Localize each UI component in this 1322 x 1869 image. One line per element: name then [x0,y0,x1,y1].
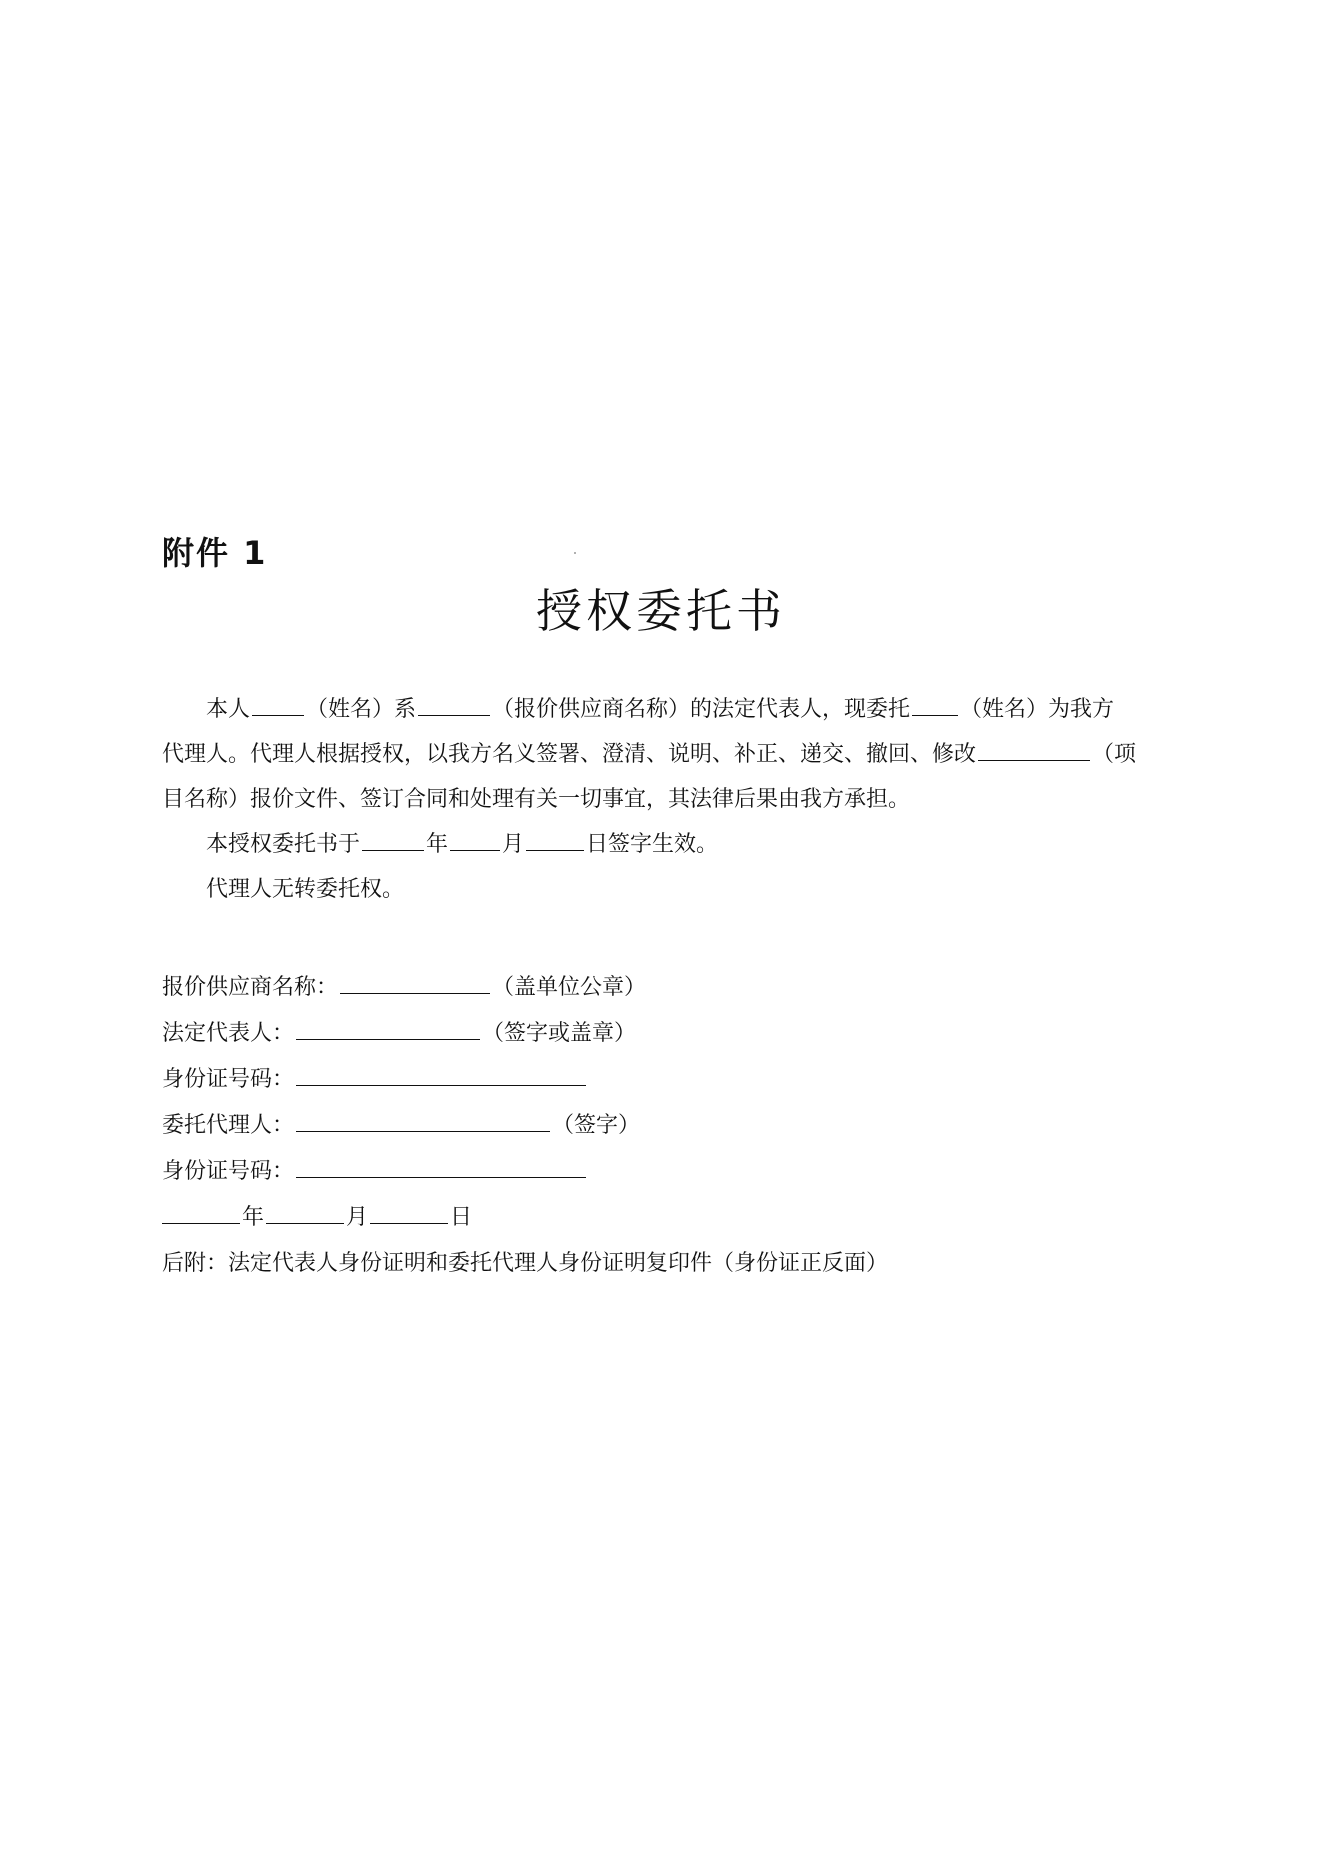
day-blank[interactable] [526,826,584,851]
project-name-blank[interactable] [978,736,1090,761]
paragraph3: 代理人无转委托权。 [206,877,405,902]
text-segment: 代理人。代理人根据授权，以我方名义签署、澄清、说明、补正、递交、撤回、修改 [162,742,977,767]
text-segment: （姓名）系 [306,697,417,722]
annex-label: 附件 1 [162,534,268,572]
id2-row [162,1149,888,1195]
text-segment: 年 [426,832,449,857]
supplier-row [162,965,888,1011]
scan-speck [574,552,576,554]
id2-label: 身份证号码： [162,1159,295,1184]
sign-month-field[interactable] [266,1199,344,1224]
text-segment: （报价供应商名称）的法定代表人，现委托 [492,697,911,722]
day-label: 日 [450,1205,473,1230]
agent-name-blank[interactable] [912,691,958,716]
month-blank[interactable] [450,826,500,851]
id2-field[interactable] [296,1153,586,1178]
text-segment: 月 [502,832,525,857]
year-label: 年 [242,1205,265,1230]
sign-day-field[interactable] [370,1199,448,1224]
paragraph1-line3: 目名称）报价文件、签订合同和处理有关一切事宜，其法律后果由我方承担。 [162,787,911,812]
text-segment: （项 [1092,742,1137,767]
signature-block [162,965,888,1287]
sign-year-field[interactable] [162,1199,240,1224]
agent-row [162,1103,888,1149]
agent-field[interactable] [296,1107,550,1132]
id1-label: 身份证号码： [162,1067,295,1092]
year-blank[interactable] [362,826,424,851]
supplier-note: （盖单位公章） [492,975,647,1000]
legal-rep-row [162,1011,888,1057]
id1-row [162,1057,888,1103]
text-segment: （姓名）为我方 [960,697,1115,722]
document-title: 授权委托书 [536,584,786,638]
text-segment: 本授权委托书于 [206,832,361,857]
legal-rep-note: （签字或盖章） [482,1021,637,1046]
agent-note: （签字） [552,1113,641,1138]
supplier-label: 报价供应商名称： [162,975,339,1000]
paragraph1-line1 [162,687,1162,732]
legal-rep-label: 法定代表人： [162,1021,295,1046]
attachment-note: 后附：法定代表人身份证明和委托代理人身份证明复印件（身份证正反面） [162,1251,889,1276]
agent-label: 委托代理人： [162,1113,295,1138]
supplier-blank[interactable] [418,691,490,716]
name-blank[interactable] [252,691,304,716]
paragraph1-line2 [162,732,1162,777]
authorization-body [162,687,1162,912]
legal-rep-field[interactable] [296,1015,480,1040]
paragraph2 [162,822,1162,867]
supplier-field[interactable] [340,969,490,994]
month-label: 月 [346,1205,369,1230]
text-segment: 日签字生效。 [586,832,719,857]
id1-field[interactable] [296,1061,586,1086]
date-row [162,1195,888,1241]
text-segment: 本人 [206,697,251,722]
